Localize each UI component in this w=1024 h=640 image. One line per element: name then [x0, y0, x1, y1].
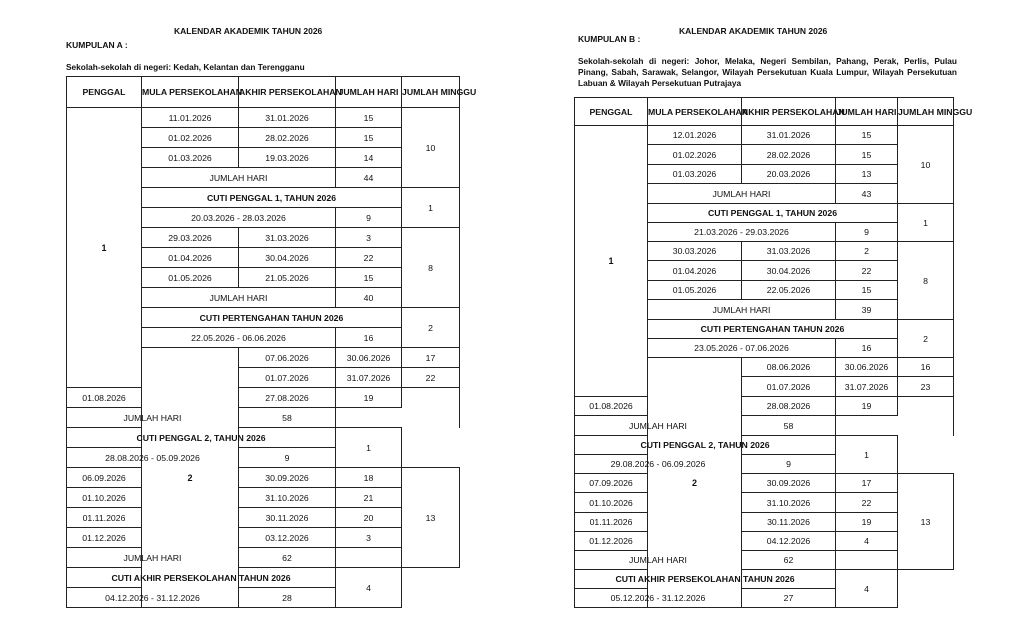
total-days-label: JUMLAH HARI	[142, 288, 336, 308]
start-date-cell: 12.01.2026	[648, 126, 742, 145]
term-row	[575, 474, 954, 493]
end-date-cell: 28.08.2026	[742, 397, 836, 416]
document-title: KALENDAR AKADEMIK TAHUN 2026	[679, 26, 828, 36]
start-date-cell: 01.07.2026	[742, 377, 836, 397]
holiday-title-row	[67, 568, 460, 588]
weeks-cell: 2	[898, 320, 954, 358]
column-header: MULA PERSEKOLAHAN	[142, 77, 239, 108]
holiday-title: CUTI PENGGAL 1, TAHUN 2026	[142, 188, 402, 208]
holiday-title: CUTI AKHIR PERSEKOLAHAN TAHUN 2026	[67, 568, 336, 588]
days-cell: 19	[836, 513, 898, 532]
end-date-cell: 30.11.2026	[239, 508, 336, 528]
end-date-cell: 30.09.2026	[239, 468, 336, 488]
holiday-date-range: 22.05.2026 - 06.06.2026	[142, 328, 336, 348]
total-days-row	[575, 416, 954, 436]
start-date-cell: 01.04.2026	[142, 248, 239, 268]
days-cell: 15	[336, 108, 402, 128]
start-date-cell: 01.05.2026	[648, 281, 742, 300]
start-date-cell: 01.11.2026	[575, 513, 648, 532]
total-days-label: JUMLAH HARI	[575, 416, 742, 436]
days-cell: 2	[836, 242, 898, 261]
end-date-cell: 20.03.2026	[742, 165, 836, 184]
start-date-cell: 01.10.2026	[67, 488, 142, 508]
end-date-cell: 31.03.2026	[239, 228, 336, 248]
total-days-value: 44	[336, 168, 402, 188]
end-date-cell: 22.05.2026	[742, 281, 836, 300]
holiday-title: CUTI PENGGAL 1, TAHUN 2026	[648, 204, 898, 223]
start-date-cell: 01.07.2026	[239, 368, 336, 388]
holiday-days: 28	[239, 588, 336, 608]
term-row	[575, 532, 954, 551]
days-cell: 4	[836, 532, 898, 551]
term-row	[67, 388, 460, 408]
days-cell: 15	[336, 128, 402, 148]
weeks-cell: 4	[336, 568, 402, 608]
total-days-value: 40	[336, 288, 402, 308]
end-date-cell: 31.01.2026	[742, 126, 836, 145]
holiday-date-range: 23.05.2026 - 07.06.2026	[648, 339, 836, 358]
start-date-cell: 11.01.2026	[142, 108, 239, 128]
days-cell: 18	[336, 468, 402, 488]
holiday-date-range: 04.12.2026 - 31.12.2026	[67, 588, 239, 608]
holiday-date-range: 20.03.2026 - 28.03.2026	[142, 208, 336, 228]
total-days-value: 39	[836, 300, 898, 320]
days-cell: 16	[898, 358, 954, 377]
term-row	[67, 488, 460, 508]
start-date-cell: 01.08.2026	[67, 388, 142, 408]
column-header: JUMLAH HARI	[836, 98, 898, 126]
weeks-cell: 4	[836, 570, 898, 608]
holiday-days: 9	[239, 448, 336, 468]
weeks-cell: 13	[402, 468, 460, 568]
holiday-date-range: 28.08.2026 - 05.09.2026	[67, 448, 239, 468]
start-date-cell: 01.02.2026	[142, 128, 239, 148]
days-cell: 15	[836, 145, 898, 165]
start-date-cell: 07.09.2026	[575, 474, 648, 493]
calendar-table-a	[66, 76, 477, 608]
total-days-value: 43	[836, 184, 898, 204]
weeks-cell: 10	[402, 108, 460, 188]
start-date-cell: 01.03.2026	[648, 165, 742, 184]
end-date-cell: 21.05.2026	[239, 268, 336, 288]
end-date-cell: 03.12.2026	[239, 528, 336, 548]
term-row	[575, 126, 954, 145]
calendar-table-b	[574, 97, 973, 608]
end-date-cell: 30.06.2026	[336, 348, 402, 368]
holiday-title: CUTI AKHIR PERSEKOLAHAN TAHUN 2026	[575, 570, 836, 589]
total-days-label: JUMLAH HARI	[67, 548, 239, 568]
weeks-cell: 1	[836, 436, 898, 474]
holiday-date-range: 21.03.2026 - 29.03.2026	[648, 223, 836, 242]
days-cell: 22	[402, 368, 460, 388]
days-cell: 22	[336, 248, 402, 268]
end-date-cell: 31.10.2026	[239, 488, 336, 508]
holiday-title-row	[575, 436, 954, 455]
days-cell: 15	[836, 281, 898, 300]
holiday-days: 9	[742, 455, 836, 474]
days-cell: 17	[402, 348, 460, 368]
end-date-cell: 30.11.2026	[742, 513, 836, 532]
days-cell: 19	[336, 388, 402, 408]
start-date-cell: 01.11.2026	[67, 508, 142, 528]
start-date-cell: 01.08.2026	[575, 397, 648, 416]
term-row	[67, 508, 460, 528]
days-cell: 23	[898, 377, 954, 397]
group-label: KUMPULAN B :	[578, 34, 641, 44]
days-cell: 22	[836, 493, 898, 513]
start-date-cell: 08.06.2026	[742, 358, 836, 377]
column-header: AKHIR PERSEKOLAHAN	[239, 77, 336, 108]
days-cell: 14	[336, 148, 402, 168]
end-date-cell: 27.08.2026	[239, 388, 336, 408]
start-date-cell: 01.03.2026	[142, 148, 239, 168]
holiday-days: 16	[336, 328, 402, 348]
end-date-cell: 30.06.2026	[836, 358, 898, 377]
end-date-cell: 31.03.2026	[742, 242, 836, 261]
states-description: Sekolah-sekolah di negeri: Kedah, Kelantan dan Terengganu	[66, 62, 305, 72]
total-days-value: 58	[239, 408, 336, 428]
holiday-title: CUTI PERTENGAHAN TAHUN 2026	[142, 308, 402, 328]
holiday-days: 9	[336, 208, 402, 228]
total-days-row	[67, 408, 460, 428]
end-date-cell: 30.04.2026	[239, 248, 336, 268]
group-label: KUMPULAN A :	[66, 40, 128, 50]
end-date-cell: 28.02.2026	[239, 128, 336, 148]
start-date-cell: 01.02.2026	[648, 145, 742, 165]
days-cell: 3	[336, 228, 402, 248]
weeks-cell: 8	[898, 242, 954, 320]
holiday-days: 27	[742, 589, 836, 608]
penggal-cell: 1	[575, 126, 648, 397]
holiday-date-range: 05.12.2026 - 31.12.2026	[575, 589, 742, 608]
start-date-cell: 01.12.2026	[575, 532, 648, 551]
end-date-cell: 04.12.2026	[742, 532, 836, 551]
holiday-title: CUTI PENGGAL 2, TAHUN 2026	[575, 436, 836, 455]
weeks-cell: 8	[402, 228, 460, 308]
total-days-value: 62	[239, 548, 336, 568]
column-header: JUMLAH MINGGU	[402, 77, 460, 108]
term-row	[67, 468, 460, 488]
holiday-days: 9	[836, 223, 898, 242]
weeks-cell: 10	[898, 126, 954, 204]
end-date-cell: 19.03.2026	[239, 148, 336, 168]
end-date-cell: 31.07.2026	[336, 368, 402, 388]
total-days-label: JUMLAH HARI	[648, 300, 836, 320]
holiday-title-row	[575, 570, 954, 589]
term-row	[575, 493, 954, 513]
column-header: JUMLAH MINGGU	[898, 98, 954, 126]
days-cell: 21	[336, 488, 402, 508]
column-header: PENGGAL	[575, 98, 648, 126]
total-days-value: 58	[742, 416, 836, 436]
start-date-cell: 01.12.2026	[67, 528, 142, 548]
days-cell: 17	[836, 474, 898, 493]
days-cell: 15	[336, 268, 402, 288]
start-date-cell: 01.05.2026	[142, 268, 239, 288]
days-cell: 22	[836, 261, 898, 281]
days-cell: 3	[336, 528, 402, 548]
total-days-label: JUMLAH HARI	[648, 184, 836, 204]
term-row	[575, 513, 954, 532]
end-date-cell: 28.02.2026	[742, 145, 836, 165]
days-cell: 15	[836, 126, 898, 145]
weeks-cell: 2	[402, 308, 460, 348]
end-date-cell: 31.10.2026	[742, 493, 836, 513]
weeks-cell: 1	[898, 204, 954, 242]
holiday-title: CUTI PENGGAL 2, TAHUN 2026	[67, 428, 336, 448]
states-description: Sekolah-sekolah di negeri: Johor, Melaka, Negeri Sembilan, Pahang, Perak, Perlis, Pulau Pinang, Sabah, Sarawak, Selangor, Wilayah Persekutuan Kuala Lumpur, Wilayah Persekutuan Labuan & Wilayah Persekutuan Putrajaya	[578, 56, 957, 88]
holiday-date-range: 29.08.2026 - 06.09.2026	[575, 455, 742, 474]
holiday-title-row	[67, 428, 460, 448]
end-date-cell: 30.09.2026	[742, 474, 836, 493]
penggal-cell: 1	[67, 108, 142, 388]
start-date-cell: 01.10.2026	[575, 493, 648, 513]
penggal-cell: 2	[142, 348, 239, 608]
column-header: MULA PERSEKOLAHAN	[648, 98, 742, 126]
start-date-cell: 07.06.2026	[239, 348, 336, 368]
holiday-days: 16	[836, 339, 898, 358]
days-cell: 13	[836, 165, 898, 184]
column-header: JUMLAH HARI	[336, 77, 402, 108]
total-days-value: 62	[742, 551, 836, 570]
start-date-cell: 30.03.2026	[648, 242, 742, 261]
days-cell: 20	[336, 508, 402, 528]
header-row	[575, 98, 954, 126]
column-header: AKHIR PERSEKOLAHAN	[742, 98, 836, 126]
end-date-cell: 30.04.2026	[742, 261, 836, 281]
start-date-cell: 01.04.2026	[648, 261, 742, 281]
header-row	[67, 77, 460, 108]
days-cell: 19	[836, 397, 898, 416]
total-days-label: JUMLAH HARI	[67, 408, 239, 428]
document-title: KALENDAR AKADEMIK TAHUN 2026	[174, 26, 323, 36]
total-days-label: JUMLAH HARI	[575, 551, 742, 570]
start-date-cell: 29.03.2026	[142, 228, 239, 248]
weeks-cell: 1	[336, 428, 402, 468]
end-date-cell: 31.01.2026	[239, 108, 336, 128]
weeks-cell: 13	[898, 474, 954, 570]
term-row	[575, 397, 954, 416]
column-header: PENGGAL	[67, 77, 142, 108]
end-date-cell: 31.07.2026	[836, 377, 898, 397]
total-days-label: JUMLAH HARI	[142, 168, 336, 188]
penggal-cell: 2	[648, 358, 742, 608]
term-row	[67, 108, 460, 128]
holiday-title: CUTI PERTENGAHAN TAHUN 2026	[648, 320, 898, 339]
term-row	[67, 528, 460, 548]
start-date-cell: 06.09.2026	[67, 468, 142, 488]
weeks-cell: 1	[402, 188, 460, 228]
